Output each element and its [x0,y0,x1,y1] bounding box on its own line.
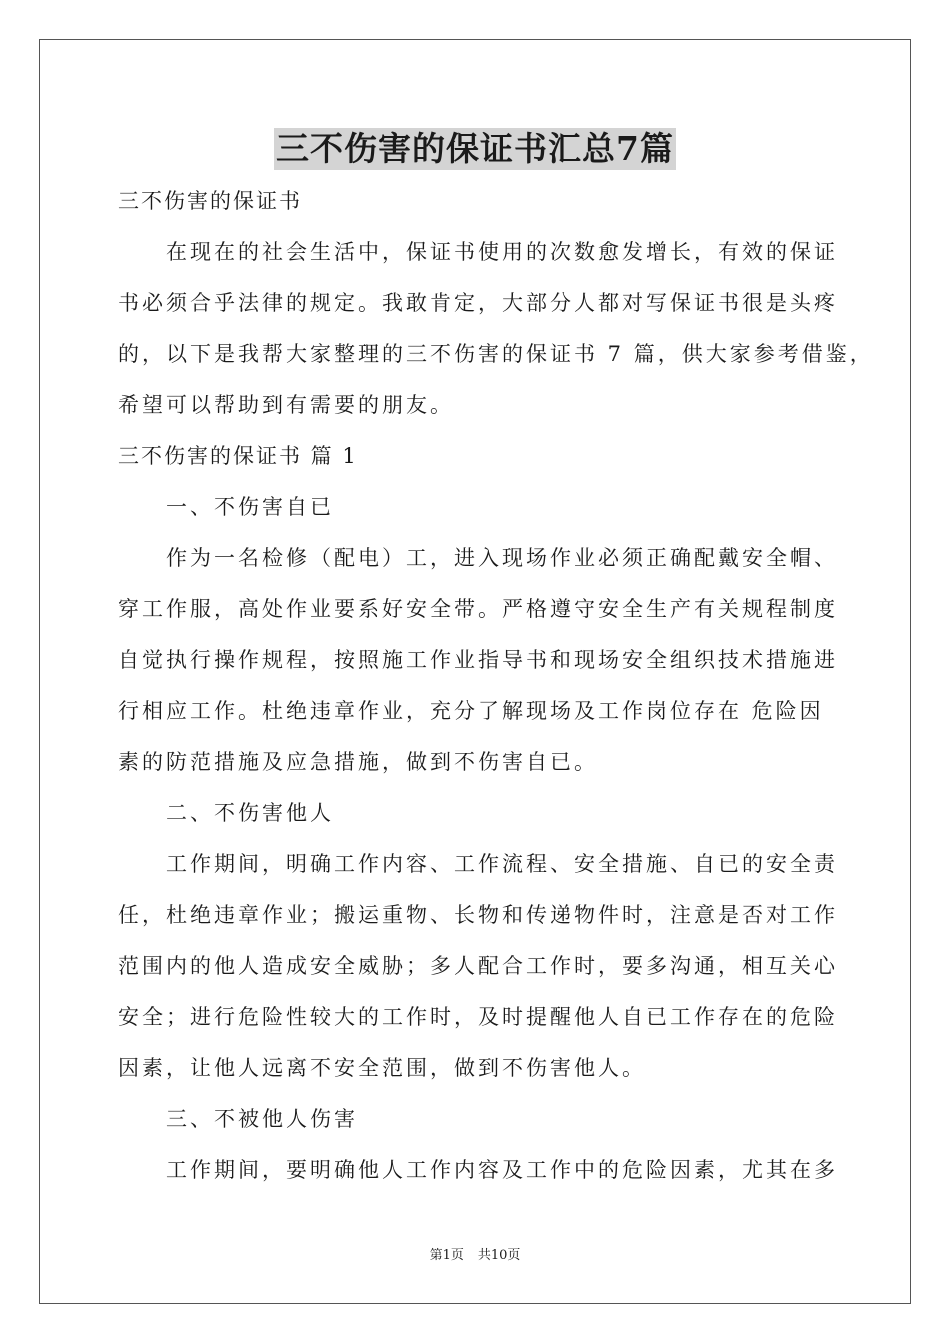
text-line: 二、不伤害他人 [166,801,334,825]
text-line: 穿工作服，高处作业要系好安全带。严格遵守安全生产有关规程制度 [118,597,838,621]
text-line: 素的防范措施及应急措施，做到不伤害自已。 [118,750,598,774]
text-line: 安全；进行危险性较大的工作时，及时提醒他人自已工作存在的危险 [118,1005,838,1029]
section-heading: 三不伤害的保证书 篇 1 [118,444,358,468]
document-title: 三不伤害的保证书汇总7篇 [276,129,674,168]
text-line: 三、不被他人伤害 [166,1107,358,1131]
page-footer [0,1247,950,1265]
text-line: 工作期间，明确工作内容、工作流程、安全措施、自已的安全责 [166,852,838,876]
text-line: 因素，让他人远离不安全范围，做到不伤害他人。 [118,1056,646,1080]
text-line: 一、不伤害自已 [166,495,334,519]
text-line: 工作期间，要明确他人工作内容及工作中的危险因素，尤其在多 [166,1158,838,1182]
document-body [118,176,874,1196]
text-line: 希望可以帮助到有需要的朋友。 [118,393,454,417]
text-line: 行相应工作。杜绝违章作业，充分了解现场及工作岗位存在 危险因 [118,699,824,723]
text-line: 书必须合乎法律的规定。我敢肯定，大部分人都对写保证书很是头疼 [118,291,838,315]
text-line: 任，杜绝违章作业；搬运重物、长物和传递物件时，注意是否对工作 [118,903,838,927]
text-line: 自觉执行操作规程，按照施工作业指导书和现场安全组织技术措施进 [118,648,838,672]
title-area [0,128,950,170]
page-total: 共10页 [477,1248,521,1263]
text-line: 在现在的社会生活中，保证书使用的次数愈发增长，有效的保证 [166,240,838,264]
page-number: 第1页 [429,1248,464,1263]
section-heading: 三不伤害的保证书 [118,189,302,213]
text-line: 范围内的他人造成安全威胁；多人配合工作时，要多沟通，相互关心 [118,954,838,978]
text-line: 作为一名检修（配电）工，进入现场作业必须正确配戴安全帽、 [166,546,838,570]
text-line: 的，以下是我帮大家整理的三不伤害的保证书 7 篇，供大家参考借鉴， [118,342,874,366]
